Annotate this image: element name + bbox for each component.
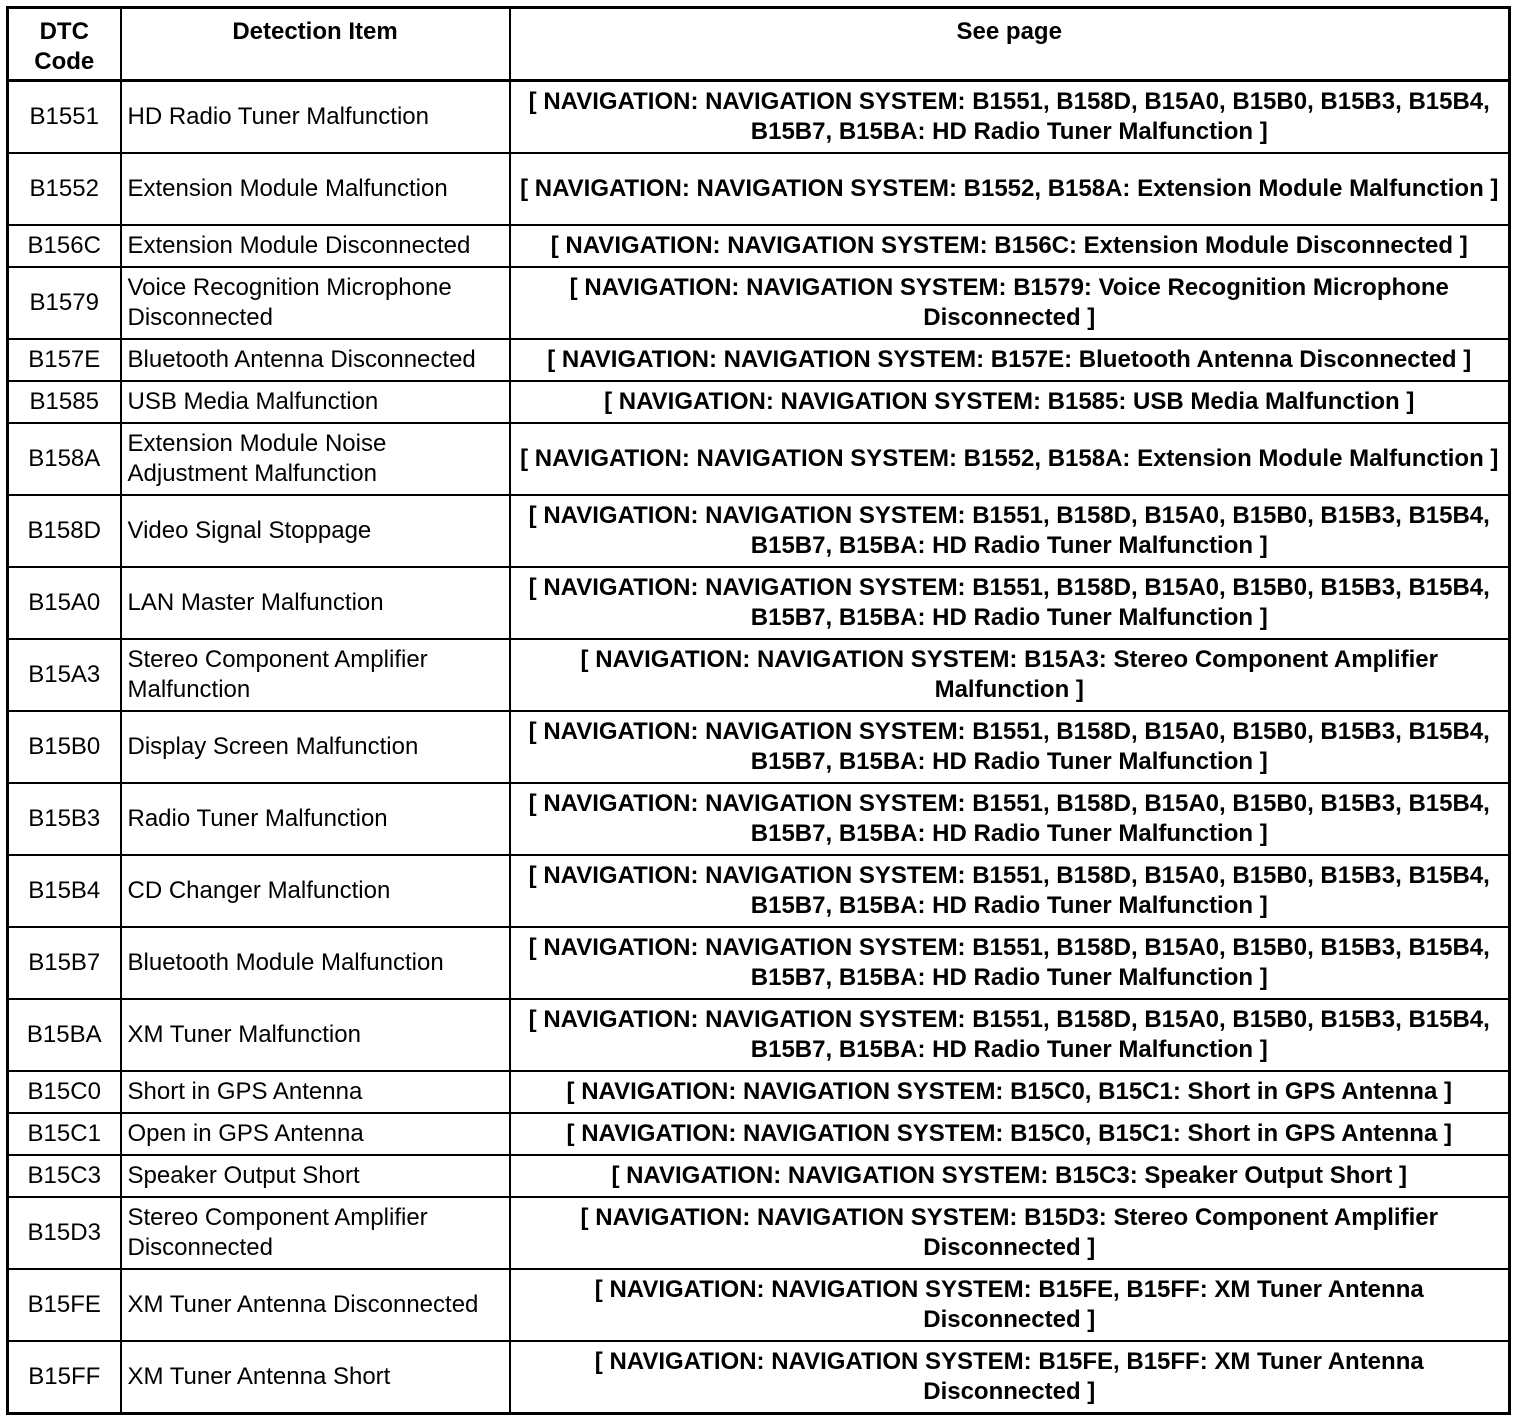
- see-page-link[interactable]: [ NAVIGATION: NAVIGATION SYSTEM: B1551, B158D, B15A0, B15B0, B15B3, B15B4, B15B7, B15BA: HD Radio Tuner Malfunction ]: [510, 999, 1510, 1071]
- dtc-code-cell: B1551: [8, 81, 121, 154]
- detection-item-cell: Extension Module Malfunction: [121, 153, 510, 225]
- see-page-link[interactable]: [ NAVIGATION: NAVIGATION SYSTEM: B1551, B158D, B15A0, B15B0, B15B3, B15B4, B15B7, B15BA: HD Radio Tuner Malfunction ]: [510, 711, 1510, 783]
- table-row: [8, 783, 1510, 855]
- see-page-link[interactable]: [ NAVIGATION: NAVIGATION SYSTEM: B1552, B158A: Extension Module Malfunction ]: [510, 153, 1510, 225]
- header-see-page: See page: [510, 8, 1510, 81]
- see-page-link[interactable]: [ NAVIGATION: NAVIGATION SYSTEM: B15FE, B15FF: XM Tuner Antenna Disconnected ]: [510, 1269, 1510, 1341]
- see-page-link[interactable]: [ NAVIGATION: NAVIGATION SYSTEM: B15C0, B15C1: Short in GPS Antenna ]: [510, 1071, 1510, 1113]
- dtc-code-cell: B1585: [8, 381, 121, 423]
- see-page-link[interactable]: [ NAVIGATION: NAVIGATION SYSTEM: B1551, B158D, B15A0, B15B0, B15B3, B15B4, B15B7, B15BA: HD Radio Tuner Malfunction ]: [510, 855, 1510, 927]
- detection-item-cell: Radio Tuner Malfunction: [121, 783, 510, 855]
- detection-item-cell: Extension Module Noise Adjustment Malfunction: [121, 423, 510, 495]
- detection-item-cell: Bluetooth Module Malfunction: [121, 927, 510, 999]
- table-header: [8, 8, 1510, 81]
- table-row: [8, 339, 1510, 381]
- dtc-code-cell: B158A: [8, 423, 121, 495]
- table-row: [8, 1071, 1510, 1113]
- dtc-code-cell: B15B4: [8, 855, 121, 927]
- dtc-code-cell: B15A0: [8, 567, 121, 639]
- see-page-link[interactable]: [ NAVIGATION: NAVIGATION SYSTEM: B1551, B158D, B15A0, B15B0, B15B3, B15B4, B15B7, B15BA: HD Radio Tuner Malfunction ]: [510, 783, 1510, 855]
- dtc-code-cell: B15FF: [8, 1341, 121, 1414]
- header-row: [8, 8, 1510, 81]
- dtc-code-cell: B15FE: [8, 1269, 121, 1341]
- detection-item-cell: Stereo Component Amplifier Disconnected: [121, 1197, 510, 1269]
- detection-item-cell: Voice Recognition Microphone Disconnected: [121, 267, 510, 339]
- detection-item-cell: LAN Master Malfunction: [121, 567, 510, 639]
- dtc-code-cell: B15BA: [8, 999, 121, 1071]
- table-row: [8, 81, 1510, 154]
- table-row: [8, 267, 1510, 339]
- detection-item-cell: HD Radio Tuner Malfunction: [121, 81, 510, 154]
- see-page-link[interactable]: [ NAVIGATION: NAVIGATION SYSTEM: B1552, B158A: Extension Module Malfunction ]: [510, 423, 1510, 495]
- see-page-link[interactable]: [ NAVIGATION: NAVIGATION SYSTEM: B156C: Extension Module Disconnected ]: [510, 225, 1510, 267]
- dtc-code-cell: B156C: [8, 225, 121, 267]
- dtc-code-cell: B157E: [8, 339, 121, 381]
- dtc-code-cell: B15B0: [8, 711, 121, 783]
- dtc-code-cell: B15C0: [8, 1071, 121, 1113]
- detection-item-cell: USB Media Malfunction: [121, 381, 510, 423]
- table-row: [8, 1341, 1510, 1414]
- header-detection-item: Detection Item: [121, 8, 510, 81]
- detection-item-cell: Extension Module Disconnected: [121, 225, 510, 267]
- detection-item-cell: Speaker Output Short: [121, 1155, 510, 1197]
- header-dtc-code: DTC Code: [8, 8, 121, 81]
- see-page-link[interactable]: [ NAVIGATION: NAVIGATION SYSTEM: B1551, B158D, B15A0, B15B0, B15B3, B15B4, B15B7, B15BA: HD Radio Tuner Malfunction ]: [510, 81, 1510, 154]
- detection-item-cell: XM Tuner Antenna Disconnected: [121, 1269, 510, 1341]
- detection-item-cell: Display Screen Malfunction: [121, 711, 510, 783]
- table-row: [8, 225, 1510, 267]
- see-page-link[interactable]: [ NAVIGATION: NAVIGATION SYSTEM: B15A3: Stereo Component Amplifier Malfunction ]: [510, 639, 1510, 711]
- table-row: [8, 381, 1510, 423]
- detection-item-cell: XM Tuner Antenna Short: [121, 1341, 510, 1414]
- dtc-code-cell: B15B3: [8, 783, 121, 855]
- dtc-code-cell: B15D3: [8, 1197, 121, 1269]
- detection-item-cell: Short in GPS Antenna: [121, 1071, 510, 1113]
- dtc-code-cell: B15A3: [8, 639, 121, 711]
- detection-item-cell: CD Changer Malfunction: [121, 855, 510, 927]
- detection-item-cell: Open in GPS Antenna: [121, 1113, 510, 1155]
- dtc-code-cell: B15C1: [8, 1113, 121, 1155]
- table-row: [8, 495, 1510, 567]
- dtc-table: [6, 6, 1511, 1415]
- detection-item-cell: Video Signal Stoppage: [121, 495, 510, 567]
- see-page-link[interactable]: [ NAVIGATION: NAVIGATION SYSTEM: B1551, B158D, B15A0, B15B0, B15B3, B15B4, B15B7, B15BA: HD Radio Tuner Malfunction ]: [510, 927, 1510, 999]
- table-row: [8, 711, 1510, 783]
- dtc-code-cell: B15B7: [8, 927, 121, 999]
- see-page-link[interactable]: [ NAVIGATION: NAVIGATION SYSTEM: B15D3: Stereo Component Amplifier Disconnected ]: [510, 1197, 1510, 1269]
- table-row: [8, 855, 1510, 927]
- dtc-code-cell: B158D: [8, 495, 121, 567]
- detection-item-cell: XM Tuner Malfunction: [121, 999, 510, 1071]
- see-page-link[interactable]: [ NAVIGATION: NAVIGATION SYSTEM: B15C0, B15C1: Short in GPS Antenna ]: [510, 1113, 1510, 1155]
- table-row: [8, 153, 1510, 225]
- dtc-code-cell: B15C3: [8, 1155, 121, 1197]
- table-row: [8, 1155, 1510, 1197]
- table-row: [8, 927, 1510, 999]
- table-row: [8, 423, 1510, 495]
- table-row: [8, 567, 1510, 639]
- detection-item-cell: Stereo Component Amplifier Malfunction: [121, 639, 510, 711]
- see-page-link[interactable]: [ NAVIGATION: NAVIGATION SYSTEM: B157E: Bluetooth Antenna Disconnected ]: [510, 339, 1510, 381]
- see-page-link[interactable]: [ NAVIGATION: NAVIGATION SYSTEM: B1551, B158D, B15A0, B15B0, B15B3, B15B4, B15B7, B15BA: HD Radio Tuner Malfunction ]: [510, 495, 1510, 567]
- table-row: [8, 1197, 1510, 1269]
- dtc-code-cell: B1579: [8, 267, 121, 339]
- table-body: [8, 81, 1510, 1414]
- see-page-link[interactable]: [ NAVIGATION: NAVIGATION SYSTEM: B15FE, B15FF: XM Tuner Antenna Disconnected ]: [510, 1341, 1510, 1414]
- see-page-link[interactable]: [ NAVIGATION: NAVIGATION SYSTEM: B1579: Voice Recognition Microphone Disconnected ]: [510, 267, 1510, 339]
- detection-item-cell: Bluetooth Antenna Disconnected: [121, 339, 510, 381]
- see-page-link[interactable]: [ NAVIGATION: NAVIGATION SYSTEM: B1551, B158D, B15A0, B15B0, B15B3, B15B4, B15B7, B15BA: HD Radio Tuner Malfunction ]: [510, 567, 1510, 639]
- table-row: [8, 1113, 1510, 1155]
- see-page-link[interactable]: [ NAVIGATION: NAVIGATION SYSTEM: B1585: USB Media Malfunction ]: [510, 381, 1510, 423]
- dtc-code-cell: B1552: [8, 153, 121, 225]
- see-page-link[interactable]: [ NAVIGATION: NAVIGATION SYSTEM: B15C3: Speaker Output Short ]: [510, 1155, 1510, 1197]
- table-row: [8, 999, 1510, 1071]
- table-row: [8, 639, 1510, 711]
- table-row: [8, 1269, 1510, 1341]
